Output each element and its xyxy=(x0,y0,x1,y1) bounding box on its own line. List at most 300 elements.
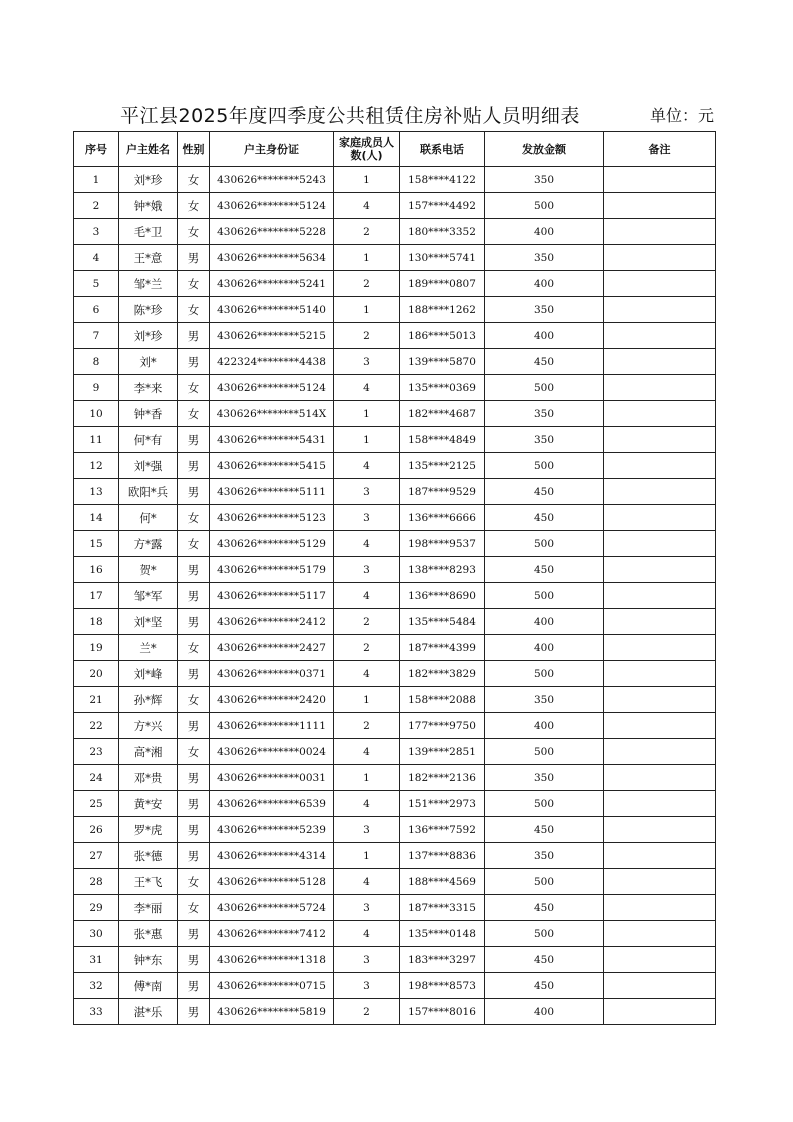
gender-cell: 女 xyxy=(178,869,210,895)
id-number-cell: 430626********5415 xyxy=(210,453,334,479)
id-number-cell: 430626********5431 xyxy=(210,427,334,453)
row-index-cell: 15 xyxy=(74,531,119,557)
subsidy-amount-cell: 450 xyxy=(485,973,604,999)
column-header-name: 户主姓名 xyxy=(119,132,178,167)
remarks-cell xyxy=(604,609,716,635)
table-row xyxy=(74,973,716,999)
id-number-cell: 430626********5140 xyxy=(210,297,334,323)
phone-number-cell: 135****5484 xyxy=(400,609,485,635)
household-size-cell: 3 xyxy=(334,349,400,375)
table-row xyxy=(74,479,716,505)
householder-name-cell: 王*飞 xyxy=(119,869,178,895)
phone-number-cell: 139****2851 xyxy=(400,739,485,765)
row-index-cell: 19 xyxy=(74,635,119,661)
household-size-cell: 4 xyxy=(334,869,400,895)
row-index-cell: 8 xyxy=(74,349,119,375)
remarks-cell xyxy=(604,245,716,271)
phone-number-cell: 177****9750 xyxy=(400,713,485,739)
gender-cell: 男 xyxy=(178,323,210,349)
id-number-cell: 430626********5228 xyxy=(210,219,334,245)
id-number-cell: 430626********5128 xyxy=(210,869,334,895)
householder-name-cell: 刘*峰 xyxy=(119,661,178,687)
column-header-household-size: 家庭成员人数(人) xyxy=(334,132,400,167)
household-size-cell: 2 xyxy=(334,323,400,349)
remarks-cell xyxy=(604,453,716,479)
householder-name-cell: 兰* xyxy=(119,635,178,661)
id-number-cell: 430626********1318 xyxy=(210,947,334,973)
row-index-cell: 30 xyxy=(74,921,119,947)
gender-cell: 男 xyxy=(178,843,210,869)
householder-name-cell: 张*惠 xyxy=(119,921,178,947)
phone-number-cell: 157****4492 xyxy=(400,193,485,219)
gender-cell: 女 xyxy=(178,271,210,297)
row-index-cell: 10 xyxy=(74,401,119,427)
id-number-cell: 430626********5111 xyxy=(210,479,334,505)
remarks-cell xyxy=(604,297,716,323)
remarks-cell xyxy=(604,791,716,817)
document-title: 平江县2025年度四季度公共租赁住房补贴人员明细表 xyxy=(120,105,580,127)
household-size-cell: 3 xyxy=(334,505,400,531)
household-size-cell: 3 xyxy=(334,557,400,583)
householder-name-cell: 刘*强 xyxy=(119,453,178,479)
phone-number-cell: 182****2136 xyxy=(400,765,485,791)
household-size-cell: 4 xyxy=(334,375,400,401)
column-header-gender: 性别 xyxy=(178,132,210,167)
remarks-cell xyxy=(604,843,716,869)
id-number-cell: 430626********5124 xyxy=(210,193,334,219)
householder-name-cell: 方*兴 xyxy=(119,713,178,739)
subsidy-amount-cell: 400 xyxy=(485,271,604,297)
phone-number-cell: 198****9537 xyxy=(400,531,485,557)
gender-cell: 女 xyxy=(178,687,210,713)
subsidy-amount-cell: 450 xyxy=(485,349,604,375)
row-index-cell: 33 xyxy=(74,999,119,1025)
householder-name-cell: 方*露 xyxy=(119,531,178,557)
subsidy-amount-cell: 500 xyxy=(485,869,604,895)
row-index-cell: 18 xyxy=(74,609,119,635)
gender-cell: 男 xyxy=(178,713,210,739)
table-row xyxy=(74,765,716,791)
table-row xyxy=(74,245,716,271)
householder-name-cell: 欧阳*兵 xyxy=(119,479,178,505)
householder-name-cell: 李*丽 xyxy=(119,895,178,921)
row-index-cell: 22 xyxy=(74,713,119,739)
household-size-cell: 2 xyxy=(334,609,400,635)
row-index-cell: 7 xyxy=(74,323,119,349)
householder-name-cell: 王*意 xyxy=(119,245,178,271)
subsidy-amount-cell: 350 xyxy=(485,765,604,791)
id-number-cell: 430626********5117 xyxy=(210,583,334,609)
remarks-cell xyxy=(604,557,716,583)
column-header-remarks: 备注 xyxy=(604,132,716,167)
gender-cell: 男 xyxy=(178,557,210,583)
phone-number-cell: 157****8016 xyxy=(400,999,485,1025)
row-index-cell: 21 xyxy=(74,687,119,713)
remarks-cell xyxy=(604,869,716,895)
subsidy-amount-cell: 350 xyxy=(485,167,604,193)
phone-number-cell: 187****3315 xyxy=(400,895,485,921)
gender-cell: 男 xyxy=(178,921,210,947)
subsidy-amount-cell: 500 xyxy=(485,583,604,609)
row-index-cell: 28 xyxy=(74,869,119,895)
row-index-cell: 32 xyxy=(74,973,119,999)
householder-name-cell: 黄*安 xyxy=(119,791,178,817)
subsidy-amount-cell: 500 xyxy=(485,375,604,401)
gender-cell: 女 xyxy=(178,375,210,401)
subsidy-amount-cell: 450 xyxy=(485,895,604,921)
household-size-cell: 1 xyxy=(334,427,400,453)
phone-number-cell: 135****0369 xyxy=(400,375,485,401)
phone-number-cell: 189****0807 xyxy=(400,271,485,297)
table-row xyxy=(74,271,716,297)
table-row xyxy=(74,817,716,843)
table-row xyxy=(74,427,716,453)
subsidy-recipients-table xyxy=(73,131,716,1025)
subsidy-amount-cell: 500 xyxy=(485,661,604,687)
gender-cell: 女 xyxy=(178,505,210,531)
row-index-cell: 23 xyxy=(74,739,119,765)
householder-name-cell: 邓*贵 xyxy=(119,765,178,791)
column-header-amount: 发放金额 xyxy=(485,132,604,167)
row-index-cell: 20 xyxy=(74,661,119,687)
gender-cell: 女 xyxy=(178,219,210,245)
id-number-cell: 430626********5129 xyxy=(210,531,334,557)
remarks-cell xyxy=(604,739,716,765)
household-size-cell: 1 xyxy=(334,297,400,323)
household-size-cell: 3 xyxy=(334,817,400,843)
gender-cell: 男 xyxy=(178,349,210,375)
column-header-id-number: 户主身份证 xyxy=(210,132,334,167)
gender-cell: 男 xyxy=(178,661,210,687)
gender-cell: 女 xyxy=(178,193,210,219)
phone-number-cell: 180****3352 xyxy=(400,219,485,245)
householder-name-cell: 钟*娥 xyxy=(119,193,178,219)
id-number-cell: 430626********1111 xyxy=(210,713,334,739)
householder-name-cell: 陈*珍 xyxy=(119,297,178,323)
remarks-cell xyxy=(604,817,716,843)
id-number-cell: 422324********4438 xyxy=(210,349,334,375)
household-size-cell: 1 xyxy=(334,843,400,869)
table-row xyxy=(74,947,716,973)
householder-name-cell: 毛*卫 xyxy=(119,219,178,245)
phone-number-cell: 182****3829 xyxy=(400,661,485,687)
subsidy-amount-cell: 350 xyxy=(485,687,604,713)
phone-number-cell: 188****1262 xyxy=(400,297,485,323)
remarks-cell xyxy=(604,687,716,713)
phone-number-cell: 158****4849 xyxy=(400,427,485,453)
table-row xyxy=(74,999,716,1025)
subsidy-amount-cell: 400 xyxy=(485,609,604,635)
household-size-cell: 3 xyxy=(334,947,400,973)
remarks-cell xyxy=(604,895,716,921)
remarks-cell xyxy=(604,583,716,609)
subsidy-amount-cell: 350 xyxy=(485,843,604,869)
row-index-cell: 2 xyxy=(74,193,119,219)
phone-number-cell: 151****2973 xyxy=(400,791,485,817)
table-row xyxy=(74,661,716,687)
subsidy-amount-cell: 450 xyxy=(485,479,604,505)
table-row xyxy=(74,843,716,869)
remarks-cell xyxy=(604,401,716,427)
remarks-cell xyxy=(604,349,716,375)
remarks-cell xyxy=(604,193,716,219)
gender-cell: 男 xyxy=(178,973,210,999)
table-row xyxy=(74,453,716,479)
subsidy-amount-cell: 500 xyxy=(485,193,604,219)
subsidy-amount-cell: 500 xyxy=(485,791,604,817)
phone-number-cell: 187****9529 xyxy=(400,479,485,505)
gender-cell: 女 xyxy=(178,895,210,921)
household-size-cell: 2 xyxy=(334,713,400,739)
subsidy-amount-cell: 400 xyxy=(485,713,604,739)
subsidy-amount-cell: 500 xyxy=(485,453,604,479)
household-size-cell: 1 xyxy=(334,245,400,271)
phone-number-cell: 137****8836 xyxy=(400,843,485,869)
row-index-cell: 24 xyxy=(74,765,119,791)
id-number-cell: 430626********5239 xyxy=(210,817,334,843)
table-row xyxy=(74,557,716,583)
remarks-cell xyxy=(604,427,716,453)
id-number-cell: 430626********5819 xyxy=(210,999,334,1025)
remarks-cell xyxy=(604,531,716,557)
column-header-phone: 联系电话 xyxy=(400,132,485,167)
gender-cell: 男 xyxy=(178,817,210,843)
phone-number-cell: 136****7592 xyxy=(400,817,485,843)
subsidy-amount-cell: 400 xyxy=(485,323,604,349)
householder-name-cell: 贺* xyxy=(119,557,178,583)
gender-cell: 女 xyxy=(178,635,210,661)
row-index-cell: 26 xyxy=(74,817,119,843)
table-row xyxy=(74,323,716,349)
gender-cell: 男 xyxy=(178,999,210,1025)
subsidy-amount-cell: 400 xyxy=(485,219,604,245)
table-row xyxy=(74,349,716,375)
household-size-cell: 2 xyxy=(334,999,400,1025)
table-header-row xyxy=(74,132,716,167)
row-index-cell: 25 xyxy=(74,791,119,817)
remarks-cell xyxy=(604,167,716,193)
row-index-cell: 4 xyxy=(74,245,119,271)
table-row xyxy=(74,375,716,401)
subsidy-amount-cell: 350 xyxy=(485,401,604,427)
table-row xyxy=(74,895,716,921)
household-size-cell: 3 xyxy=(334,479,400,505)
householder-name-cell: 钟*东 xyxy=(119,947,178,973)
phone-number-cell: 135****2125 xyxy=(400,453,485,479)
household-size-cell: 4 xyxy=(334,453,400,479)
householder-name-cell: 罗*虎 xyxy=(119,817,178,843)
table-row xyxy=(74,583,716,609)
subsidy-amount-cell: 450 xyxy=(485,557,604,583)
household-size-cell: 4 xyxy=(334,583,400,609)
table-body xyxy=(74,167,716,1025)
subsidy-amount-cell: 450 xyxy=(485,947,604,973)
gender-cell: 女 xyxy=(178,167,210,193)
phone-number-cell: 138****8293 xyxy=(400,557,485,583)
remarks-cell xyxy=(604,505,716,531)
id-number-cell: 430626********5243 xyxy=(210,167,334,193)
row-index-cell: 12 xyxy=(74,453,119,479)
id-number-cell: 430626********2412 xyxy=(210,609,334,635)
remarks-cell xyxy=(604,375,716,401)
id-number-cell: 430626********0371 xyxy=(210,661,334,687)
remarks-cell xyxy=(604,973,716,999)
row-index-cell: 29 xyxy=(74,895,119,921)
table-row xyxy=(74,609,716,635)
subsidy-amount-cell: 450 xyxy=(485,817,604,843)
table-row xyxy=(74,531,716,557)
id-number-cell: 430626********5124 xyxy=(210,375,334,401)
remarks-cell xyxy=(604,479,716,505)
household-size-cell: 4 xyxy=(334,531,400,557)
phone-number-cell: 187****4399 xyxy=(400,635,485,661)
id-number-cell: 430626********0715 xyxy=(210,973,334,999)
id-number-cell: 430626********2420 xyxy=(210,687,334,713)
gender-cell: 男 xyxy=(178,427,210,453)
gender-cell: 女 xyxy=(178,531,210,557)
household-size-cell: 2 xyxy=(334,271,400,297)
household-size-cell: 1 xyxy=(334,687,400,713)
householder-name-cell: 湛*乐 xyxy=(119,999,178,1025)
household-size-cell: 3 xyxy=(334,895,400,921)
householder-name-cell: 刘*珍 xyxy=(119,167,178,193)
row-index-cell: 1 xyxy=(74,167,119,193)
householder-name-cell: 傅*南 xyxy=(119,973,178,999)
phone-number-cell: 188****4569 xyxy=(400,869,485,895)
id-number-cell: 430626********514X xyxy=(210,401,334,427)
phone-number-cell: 158****4122 xyxy=(400,167,485,193)
phone-number-cell: 198****8573 xyxy=(400,973,485,999)
id-number-cell: 430626********2427 xyxy=(210,635,334,661)
id-number-cell: 430626********4314 xyxy=(210,843,334,869)
household-size-cell: 4 xyxy=(334,791,400,817)
remarks-cell xyxy=(604,271,716,297)
row-index-cell: 17 xyxy=(74,583,119,609)
row-index-cell: 16 xyxy=(74,557,119,583)
id-number-cell: 430626********0031 xyxy=(210,765,334,791)
household-size-cell: 1 xyxy=(334,401,400,427)
remarks-cell xyxy=(604,765,716,791)
household-size-cell: 4 xyxy=(334,193,400,219)
table-row xyxy=(74,687,716,713)
id-number-cell: 430626********5634 xyxy=(210,245,334,271)
subsidy-amount-cell: 400 xyxy=(485,999,604,1025)
gender-cell: 男 xyxy=(178,791,210,817)
household-size-cell: 4 xyxy=(334,921,400,947)
household-size-cell: 2 xyxy=(334,219,400,245)
household-size-cell: 3 xyxy=(334,973,400,999)
householder-name-cell: 钟*香 xyxy=(119,401,178,427)
column-header-index: 序号 xyxy=(74,132,119,167)
subsidy-amount-cell: 350 xyxy=(485,427,604,453)
subsidy-amount-cell: 500 xyxy=(485,921,604,947)
table-row xyxy=(74,713,716,739)
subsidy-amount-cell: 500 xyxy=(485,531,604,557)
phone-number-cell: 183****3297 xyxy=(400,947,485,973)
table-row xyxy=(74,297,716,323)
id-number-cell: 430626********5724 xyxy=(210,895,334,921)
phone-number-cell: 186****5013 xyxy=(400,323,485,349)
id-number-cell: 430626********5241 xyxy=(210,271,334,297)
gender-cell: 女 xyxy=(178,401,210,427)
row-index-cell: 14 xyxy=(74,505,119,531)
row-index-cell: 13 xyxy=(74,479,119,505)
row-index-cell: 3 xyxy=(74,219,119,245)
householder-name-cell: 高*湘 xyxy=(119,739,178,765)
gender-cell: 男 xyxy=(178,479,210,505)
table-row xyxy=(74,791,716,817)
householder-name-cell: 张*德 xyxy=(119,843,178,869)
gender-cell: 女 xyxy=(178,739,210,765)
id-number-cell: 430626********0024 xyxy=(210,739,334,765)
phone-number-cell: 135****0148 xyxy=(400,921,485,947)
household-size-cell: 4 xyxy=(334,661,400,687)
remarks-cell xyxy=(604,947,716,973)
id-number-cell: 430626********5123 xyxy=(210,505,334,531)
row-index-cell: 9 xyxy=(74,375,119,401)
table-row xyxy=(74,193,716,219)
householder-name-cell: 何* xyxy=(119,505,178,531)
remarks-cell xyxy=(604,921,716,947)
phone-number-cell: 130****5741 xyxy=(400,245,485,271)
householder-name-cell: 邹*兰 xyxy=(119,271,178,297)
householder-name-cell: 刘* xyxy=(119,349,178,375)
gender-cell: 男 xyxy=(178,765,210,791)
subsidy-amount-cell: 450 xyxy=(485,505,604,531)
householder-name-cell: 何*有 xyxy=(119,427,178,453)
table-row xyxy=(74,635,716,661)
subsidy-amount-cell: 400 xyxy=(485,635,604,661)
remarks-cell xyxy=(604,219,716,245)
table-row xyxy=(74,401,716,427)
gender-cell: 男 xyxy=(178,245,210,271)
householder-name-cell: 刘*坚 xyxy=(119,609,178,635)
subsidy-amount-cell: 350 xyxy=(485,297,604,323)
id-number-cell: 430626********5215 xyxy=(210,323,334,349)
household-size-cell: 1 xyxy=(334,765,400,791)
table-row xyxy=(74,869,716,895)
table-row xyxy=(74,921,716,947)
id-number-cell: 430626********7412 xyxy=(210,921,334,947)
phone-number-cell: 139****5870 xyxy=(400,349,485,375)
subsidy-amount-cell: 350 xyxy=(485,245,604,271)
household-size-cell: 1 xyxy=(334,167,400,193)
gender-cell: 男 xyxy=(178,947,210,973)
gender-cell: 男 xyxy=(178,453,210,479)
table-row xyxy=(74,167,716,193)
subsidy-amount-cell: 500 xyxy=(485,739,604,765)
row-index-cell: 11 xyxy=(74,427,119,453)
householder-name-cell: 李*来 xyxy=(119,375,178,401)
phone-number-cell: 182****4687 xyxy=(400,401,485,427)
phone-number-cell: 158****2088 xyxy=(400,687,485,713)
row-index-cell: 31 xyxy=(74,947,119,973)
gender-cell: 女 xyxy=(178,297,210,323)
phone-number-cell: 136****6666 xyxy=(400,505,485,531)
remarks-cell xyxy=(604,713,716,739)
householder-name-cell: 邹*军 xyxy=(119,583,178,609)
gender-cell: 男 xyxy=(178,609,210,635)
householder-name-cell: 刘*珍 xyxy=(119,323,178,349)
unit-label: 单位：元 xyxy=(650,106,715,125)
id-number-cell: 430626********6539 xyxy=(210,791,334,817)
householder-name-cell: 孙*辉 xyxy=(119,687,178,713)
phone-number-cell: 136****8690 xyxy=(400,583,485,609)
table-row xyxy=(74,219,716,245)
remarks-cell xyxy=(604,661,716,687)
id-number-cell: 430626********5179 xyxy=(210,557,334,583)
gender-cell: 男 xyxy=(178,583,210,609)
